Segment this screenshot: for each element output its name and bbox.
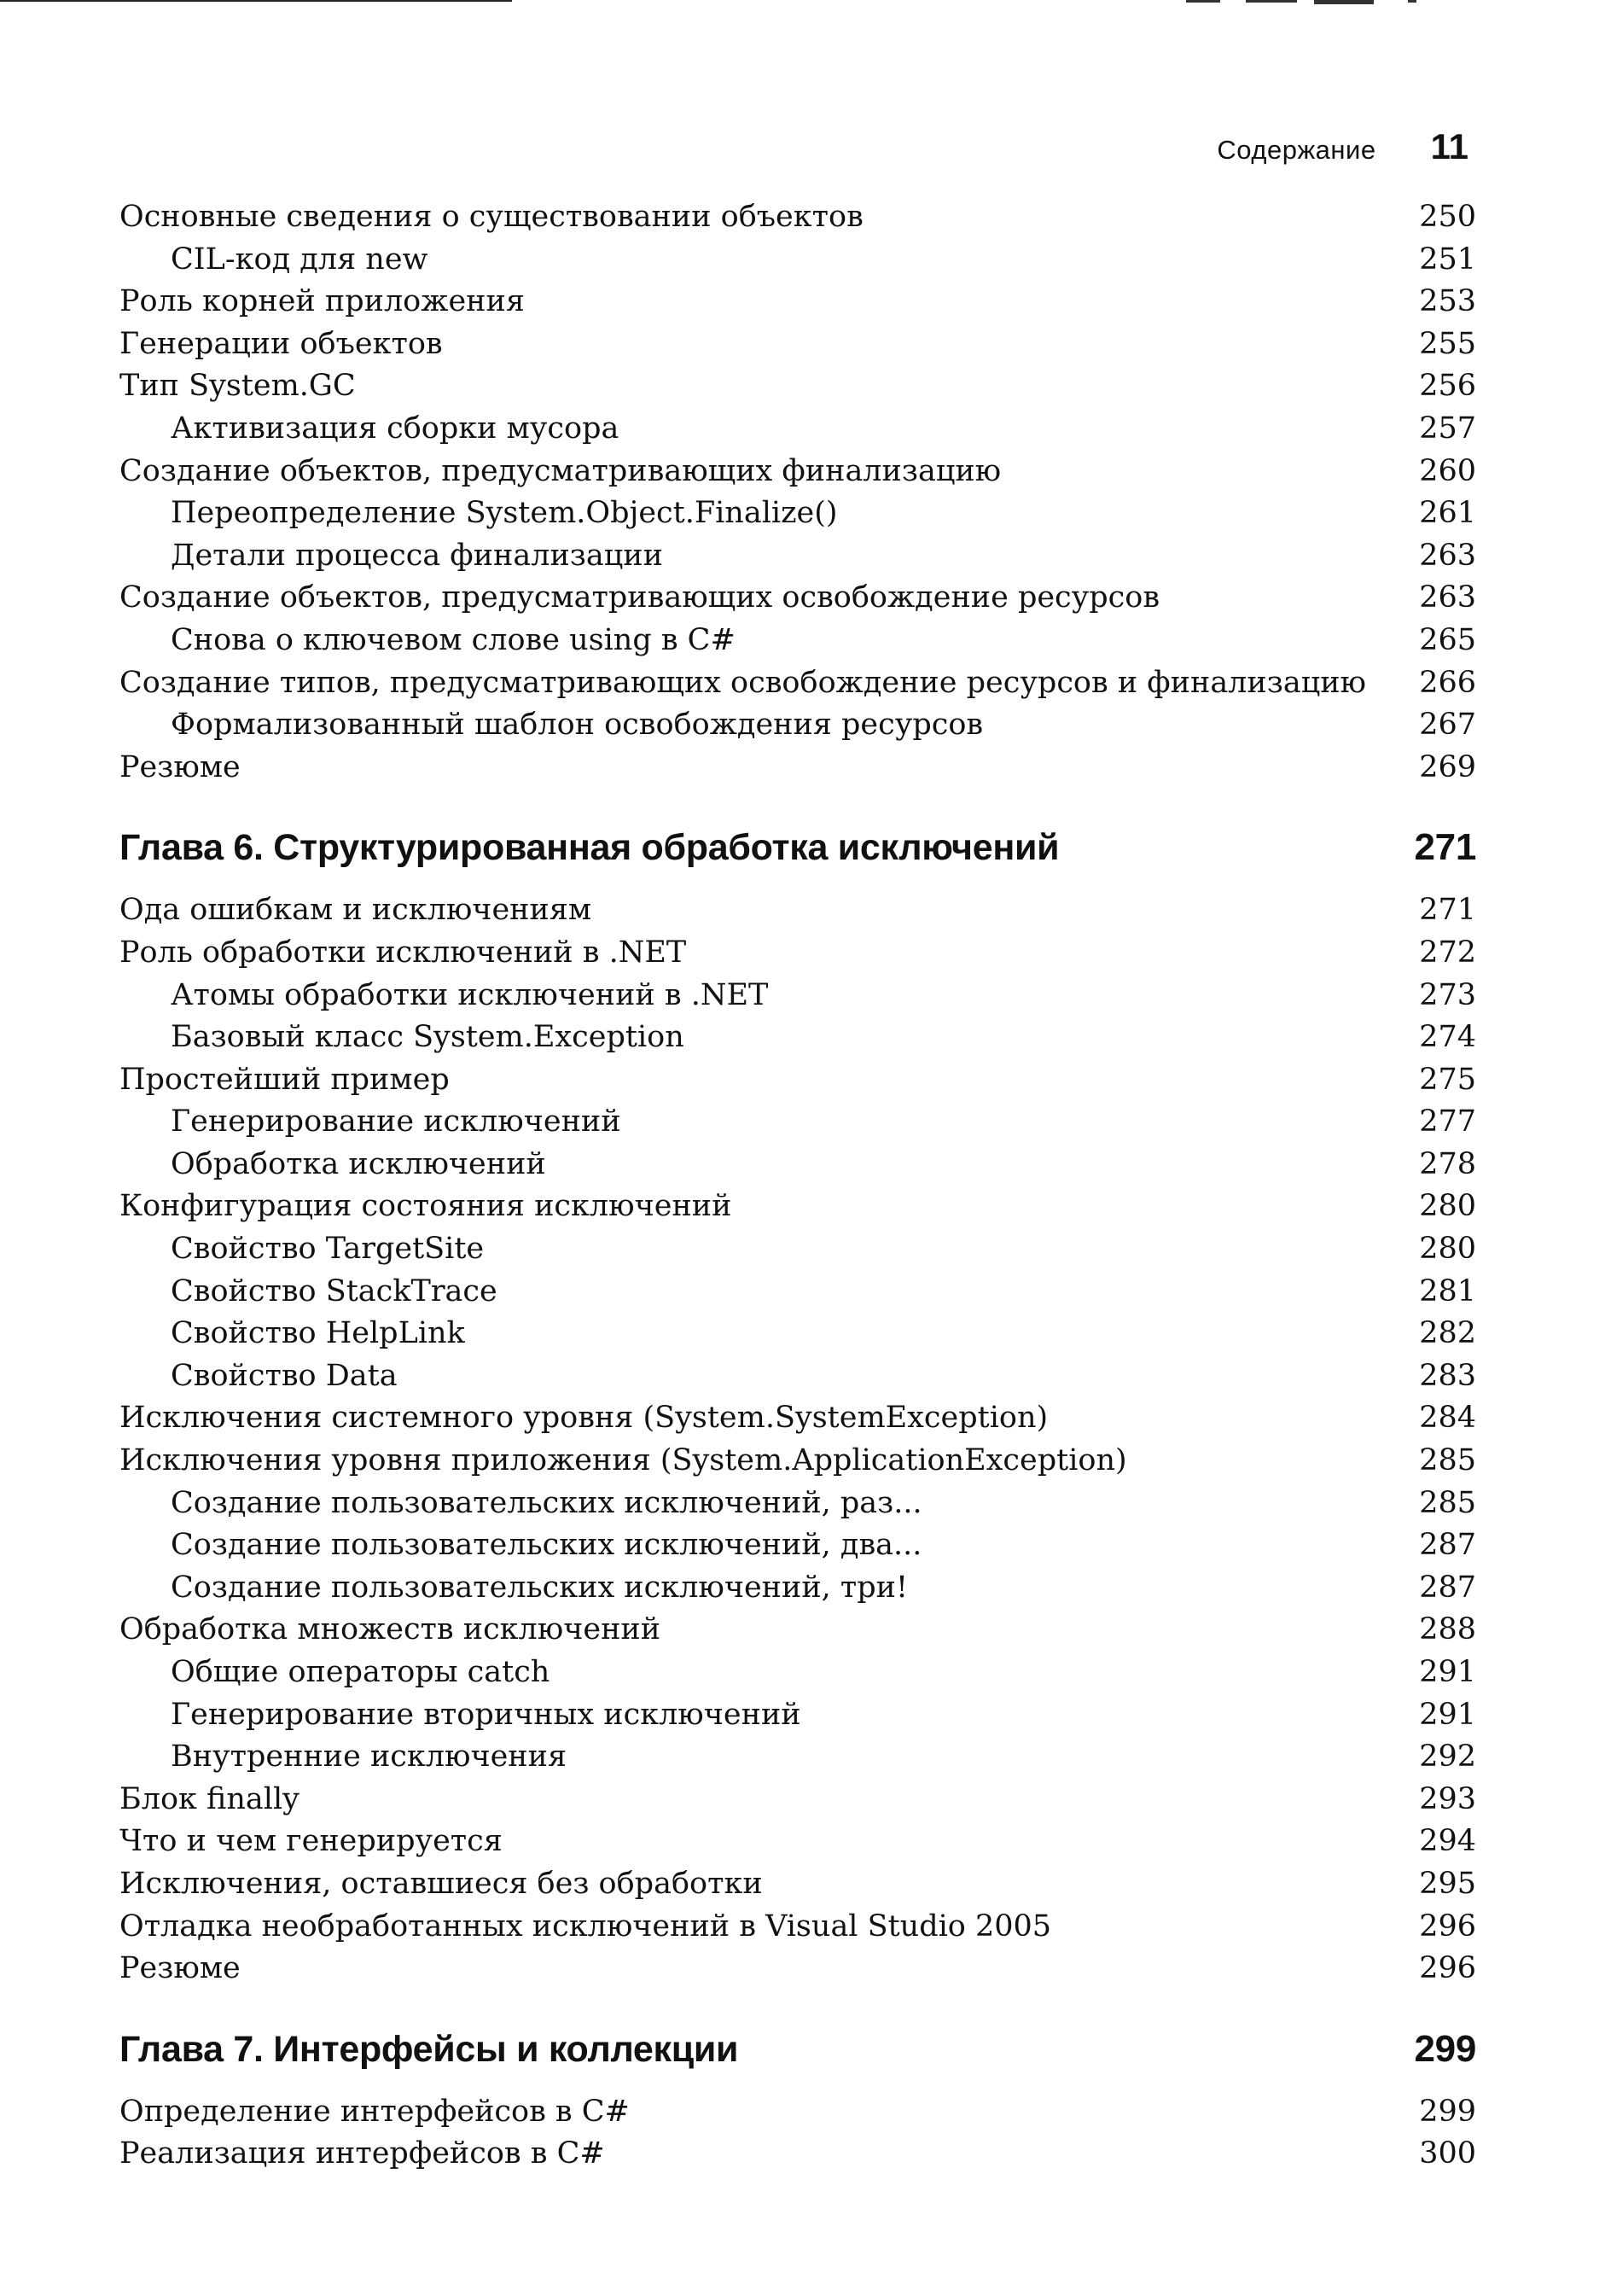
entry-title: Генерирование исключений (171, 1104, 621, 1139)
entry-title: Отладка необработанных исключений в Visual Studio 2005 (119, 1908, 1052, 1943)
entry-page: 292 (1419, 1739, 1476, 1774)
page-number: 11 (1430, 126, 1468, 166)
entry-page: 269 (1419, 749, 1476, 784)
toc-entry[interactable] (119, 577, 1476, 620)
entry-page: 280 (1419, 1232, 1476, 1267)
entry-page: 266 (1419, 665, 1476, 700)
entry-page: 285 (1419, 1443, 1476, 1478)
toc-entry[interactable] (119, 932, 1476, 975)
entry-title: Создание объектов, предусматривающих финализацию (119, 453, 1002, 488)
entry-page: 300 (1419, 2136, 1476, 2171)
entry-title: Определение интерфейсов в C# (119, 2094, 630, 2129)
entry-title: Создание пользовательских исключений, три! (171, 1570, 909, 1605)
toc-entry[interactable] (119, 889, 1476, 932)
toc-subentry[interactable] (119, 1017, 1476, 1059)
entry-page: 287 (1419, 1570, 1476, 1605)
entry-title: Снова о ключевом слове using в C# (171, 622, 736, 657)
entry-page: 251 (1419, 242, 1476, 277)
entry-title: Атомы обработки исключений в .NET (171, 977, 769, 1012)
entry-page: 296 (1419, 1951, 1476, 1986)
entry-page: 284 (1419, 1401, 1476, 1436)
entry-title: Базовый класс System.Exception (171, 1020, 684, 1055)
toc-entry[interactable] (119, 1906, 1476, 1949)
toc-entry[interactable] (119, 747, 1476, 790)
toc-subentry[interactable] (119, 1355, 1476, 1398)
chapter-page: 299 (1414, 2027, 1476, 2070)
entry-title: Формализованный шаблон освобождения ресурсов (171, 708, 984, 743)
entry-page: 250 (1419, 200, 1476, 234)
entry-page: 273 (1419, 977, 1476, 1012)
entry-title: Роль корней приложения (119, 284, 525, 319)
entry-page: 275 (1419, 1062, 1476, 1097)
entry-page: 287 (1419, 1528, 1476, 1563)
entry-page: 263 (1419, 580, 1476, 615)
entry-page: 278 (1419, 1146, 1476, 1181)
toc-subentry[interactable] (119, 975, 1476, 1017)
entry-page: 293 (1419, 1781, 1476, 1816)
entry-page: 253 (1419, 284, 1476, 319)
entry-title: Обработка исключений (171, 1146, 546, 1181)
toc-entry[interactable] (119, 1440, 1476, 1483)
entry-title: Свойство HelpLink (171, 1316, 465, 1351)
entry-title: Что и чем генерируется (119, 1824, 503, 1859)
entry-page: 265 (1419, 622, 1476, 657)
toc-subentry[interactable] (119, 1144, 1476, 1186)
entry-page: 285 (1419, 1485, 1476, 1520)
toc-subentry[interactable] (119, 408, 1476, 451)
toc-entry[interactable] (119, 196, 1476, 239)
toc-subentry[interactable] (119, 704, 1476, 747)
toc-entry[interactable] (119, 451, 1476, 493)
toc-subentry[interactable] (119, 535, 1476, 578)
entry-page: 260 (1419, 453, 1476, 488)
entry-page: 291 (1419, 1655, 1476, 1689)
entry-title: Генерирование вторичных исключений (171, 1697, 801, 1732)
entry-page: 274 (1419, 1020, 1476, 1055)
entry-page: 294 (1419, 1824, 1476, 1859)
toc-subentry[interactable] (119, 1313, 1476, 1355)
entry-title: Детали процесса финализации (171, 538, 663, 573)
entry-title: Тип System.GC (119, 369, 356, 404)
entry-title: Реализация интерфейсов в C# (119, 2136, 605, 2171)
entry-title: Создание пользовательских исключений, раз... (171, 1485, 922, 1520)
toc-entry[interactable] (119, 662, 1476, 705)
chapter-title: Глава 7. Интерфейсы и коллекции (119, 2028, 739, 2070)
top-scan-marks (1186, 0, 1442, 5)
entry-page: 280 (1419, 1189, 1476, 1224)
toc-entry[interactable] (119, 1948, 1476, 1990)
chapter-heading[interactable] (119, 2028, 1476, 2071)
toc-subentry[interactable] (119, 1652, 1476, 1694)
chapter-page: 271 (1414, 826, 1476, 869)
running-head (1217, 126, 1468, 167)
entry-title: Создание объектов, предусматривающих освобождение ресурсов (119, 580, 1160, 615)
entry-title: Переопределение System.Object.Finalize() (171, 496, 838, 531)
entry-title: Ода ошибкам и исключениям (119, 893, 592, 928)
toc-entry[interactable] (119, 1059, 1476, 1102)
toc-entry[interactable] (119, 365, 1476, 408)
toc-entry[interactable] (119, 2133, 1476, 2176)
entry-page: 299 (1419, 2094, 1476, 2129)
entry-title: Исключения уровня приложения (System.ApplicationException) (119, 1443, 1127, 1478)
entry-title: Блок finally (119, 1781, 299, 1816)
entry-page: 288 (1419, 1612, 1476, 1647)
chapter-title: Глава 6. Структурированная обработка исключений (119, 827, 1060, 869)
entry-title: Резюме (119, 1951, 241, 1986)
entry-title: Простейший пример (119, 1062, 450, 1097)
toc-entry[interactable] (119, 1779, 1476, 1821)
entry-title: Резюме (119, 749, 241, 784)
toc-entry[interactable] (119, 1821, 1476, 1863)
entry-title: Создание типов, предусматривающих освобождение ресурсов и финализацию (119, 665, 1367, 700)
entry-page: 272 (1419, 935, 1476, 970)
toc-entry[interactable] (119, 1397, 1476, 1440)
entry-title: Исключения, оставшиеся без обработки (119, 1866, 763, 1901)
entry-page: 277 (1419, 1104, 1476, 1139)
entry-title: Роль обработки исключений в .NET (119, 935, 687, 970)
toc-subentry[interactable] (119, 1228, 1476, 1271)
toc-entry[interactable] (119, 2091, 1476, 2134)
entry-page: 271 (1419, 893, 1476, 928)
entry-title: Исключения системного уровня (System.SystemException) (119, 1401, 1049, 1436)
entry-title: Свойство TargetSite (171, 1232, 485, 1267)
toc-entry[interactable] (119, 281, 1476, 323)
entry-title: Обработка множеств исключений (119, 1612, 661, 1647)
entry-page: 257 (1419, 411, 1476, 446)
toc-subentry[interactable] (119, 620, 1476, 662)
toc-subentry[interactable] (119, 492, 1476, 535)
top-rule (0, 0, 512, 2)
entry-page: 261 (1419, 496, 1476, 531)
entry-title: Свойство StackTrace (171, 1273, 497, 1308)
entry-page: 283 (1419, 1358, 1476, 1393)
toc-subentry[interactable] (119, 1101, 1476, 1144)
toc-entry[interactable] (119, 323, 1476, 366)
entry-title: Общие операторы catch (171, 1655, 550, 1689)
chapter-heading[interactable] (119, 826, 1476, 869)
toc-subentry[interactable] (119, 1483, 1476, 1525)
entry-page: 267 (1419, 708, 1476, 743)
toc-subentry[interactable] (119, 1524, 1476, 1567)
entry-title: Основные сведения о существовании объектов (119, 200, 864, 234)
toc-entry[interactable] (119, 1863, 1476, 1906)
entry-title: Активизация сборки мусора (171, 411, 619, 446)
entry-page: 291 (1419, 1697, 1476, 1732)
toc-subentry[interactable] (119, 1567, 1476, 1610)
table-of-contents (119, 196, 1476, 2176)
entry-title: Конфигурация состояния исключений (119, 1189, 732, 1224)
toc-entry[interactable] (119, 1186, 1476, 1228)
toc-subentry[interactable] (119, 239, 1476, 282)
toc-subentry[interactable] (119, 1736, 1476, 1779)
entry-title: Создание пользовательских исключений, два... (171, 1528, 922, 1563)
toc-entry[interactable] (119, 1609, 1476, 1652)
entry-page: 282 (1419, 1316, 1476, 1351)
toc-subentry[interactable] (119, 1271, 1476, 1314)
entry-page: 296 (1419, 1908, 1476, 1943)
running-head-title: Содержание (1217, 135, 1376, 165)
entry-title: Внутренние исключения (171, 1739, 567, 1774)
entry-page: 256 (1419, 369, 1476, 404)
entry-title: Генерации объектов (119, 326, 443, 361)
entry-title: CIL-код для new (171, 242, 428, 277)
toc-subentry[interactable] (119, 1694, 1476, 1737)
entry-page: 295 (1419, 1866, 1476, 1901)
entry-title: Свойство Data (171, 1358, 398, 1393)
entry-page: 281 (1419, 1273, 1476, 1308)
entry-page: 255 (1419, 326, 1476, 361)
entry-page: 263 (1419, 538, 1476, 573)
